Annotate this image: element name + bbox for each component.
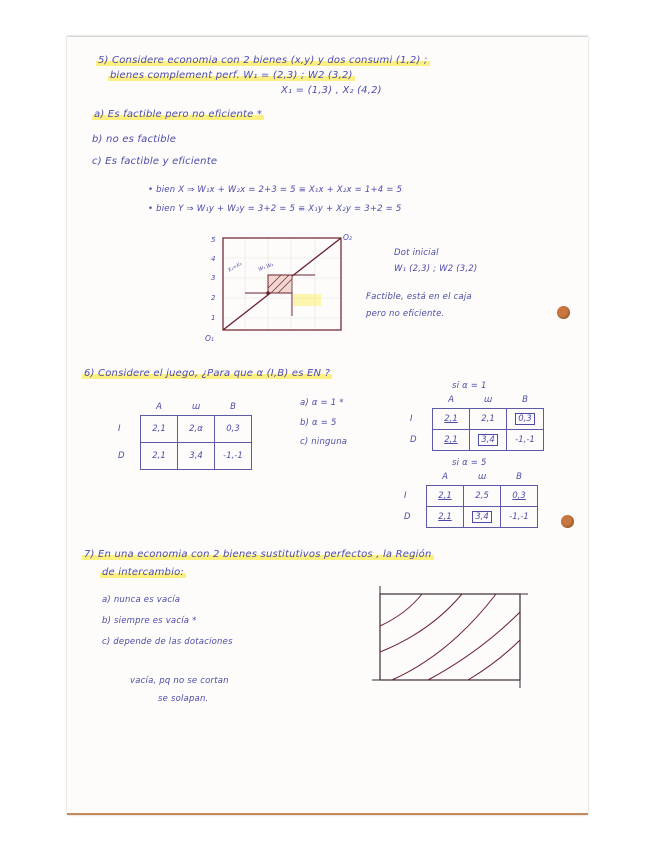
label-w: W₁ W₂ xyxy=(257,261,275,273)
payoff-cell: 2,1 xyxy=(427,486,464,507)
origin-o1: O₁ xyxy=(205,334,214,343)
q5-option-b: b) no es factible xyxy=(92,134,177,145)
payoff-cell: 2,1 xyxy=(470,409,507,430)
q5-line1: 5) Considere economia con 2 bienes (x,y) y dos consumi (1,2) ; xyxy=(98,55,428,66)
col-header-b: B xyxy=(230,402,236,412)
tick-3: 3 xyxy=(211,274,216,282)
payoff-cell: -1,-1 xyxy=(215,443,252,470)
tick-4: 4 xyxy=(211,255,216,263)
q6-option-b: b) α = 5 xyxy=(300,418,337,428)
col-header-m: ɯ xyxy=(483,395,493,405)
case1-title: si α = 1 xyxy=(452,381,487,391)
origin-o2: O₂ xyxy=(343,233,352,242)
payoff-cell: 2,1 xyxy=(433,409,470,430)
row-header-d: D xyxy=(118,451,125,461)
case1-payoff-matrix xyxy=(410,392,544,451)
case2-title: si α = 5 xyxy=(452,458,487,468)
dot-inicial-values: W₁ (2,3) ; W2 (3,2) xyxy=(394,264,478,274)
endowment-point xyxy=(266,291,270,295)
col-header-a: A xyxy=(448,395,454,405)
q5-line2: bienes complement perf. W₁ = (2,3) ; W2 (3,2) xyxy=(110,70,353,81)
q7-line1: 7) En una economia con 2 bienes sustitutivos perfectos , la Región xyxy=(84,549,432,560)
indifference-curves xyxy=(380,594,520,680)
q6-payoff-matrix xyxy=(118,399,252,470)
q6-question: 6) Considere el juego, ¿Para que α (I,B) es EN ? xyxy=(84,368,331,379)
q5-option-c: c) Es factible y eficiente xyxy=(92,156,218,167)
row-header-i: I xyxy=(410,414,413,424)
row-header-d: D xyxy=(404,512,411,522)
q5-note-1: Factible, está en el caja xyxy=(366,292,472,302)
q7-option-c: c) depende de las dotaciones xyxy=(102,637,233,647)
col-header-a: A xyxy=(442,472,448,482)
payoff-cell: 2,5 xyxy=(464,486,501,507)
payoff-cell: 3,4 xyxy=(178,443,215,470)
row-header-i: I xyxy=(404,491,407,501)
q7-option-b: b) siempre es vacía * xyxy=(102,616,197,626)
q5-calc-x: • bien X ⇒ W₁x + W₂x = 2+3 = 5 ≡ X₁x + X₂x = 1+4 = 5 xyxy=(148,185,403,195)
indifference-curve-2 xyxy=(245,293,292,316)
payoff-cell: 2,1 xyxy=(433,430,470,451)
payoff-cell: 0,3 xyxy=(501,486,538,507)
col-header-a: A xyxy=(156,402,162,412)
q5-option-a: a) Es factible pero no eficiente * xyxy=(94,109,263,120)
col-header-b: B xyxy=(516,472,522,482)
col-header-m: ɯ xyxy=(477,472,487,482)
payoff-cell: 2,α xyxy=(178,416,215,443)
q6-option-a: a) α = 1 * xyxy=(300,398,344,408)
payoff-cell: 2,1 xyxy=(141,443,178,470)
tick-5: 5 xyxy=(211,236,216,244)
tick-2: 2 xyxy=(211,294,216,302)
case2-payoff-matrix xyxy=(404,469,538,528)
row-header-d: D xyxy=(410,435,417,445)
tick-1: 1 xyxy=(211,314,216,322)
payoff-cell: 2,1 xyxy=(427,507,464,528)
q5-calc-y: • bien Y ⇒ W₁y + W₂y = 3+2 = 5 ≡ X₁y + X₂y = 3+2 = 5 xyxy=(148,204,402,214)
label-x: X₁=X₂ xyxy=(227,261,244,274)
q5-line3: X₁ = (1,3) , X₂ (4,2) xyxy=(281,85,382,96)
dot-inicial-title: Dot inicial xyxy=(394,248,439,258)
payoff-cell: 3,4 xyxy=(464,507,501,528)
col-header-m: ɯ xyxy=(191,402,201,412)
payoff-cell: -1,-1 xyxy=(501,507,538,528)
row-header-i: I xyxy=(118,424,121,434)
payoff-cell: 3,4 xyxy=(470,430,507,451)
q7-answer-1: vacía, pq no se cortan xyxy=(130,676,229,686)
payoff-cell: -1,-1 xyxy=(507,430,544,451)
binder-hole-2 xyxy=(561,515,574,528)
payoff-cell: 2,1 xyxy=(141,416,178,443)
col-header-b: B xyxy=(522,395,528,405)
q7-option-a: a) nunca es vacía xyxy=(102,595,181,605)
q7-answer-2: se solapan. xyxy=(158,694,209,704)
q7-line2: de intercambio: xyxy=(102,567,184,578)
substitutes-box-graph xyxy=(370,584,535,696)
payoff-cell: 0,3 xyxy=(507,409,544,430)
edgeworth-box-graph xyxy=(205,228,355,343)
binder-hole-1 xyxy=(557,306,570,319)
payoff-cell: 0,3 xyxy=(215,416,252,443)
q6-option-c: c) ninguna xyxy=(300,437,348,447)
q5-note-2: pero no eficiente. xyxy=(366,309,445,319)
highlight-mark xyxy=(293,294,321,306)
